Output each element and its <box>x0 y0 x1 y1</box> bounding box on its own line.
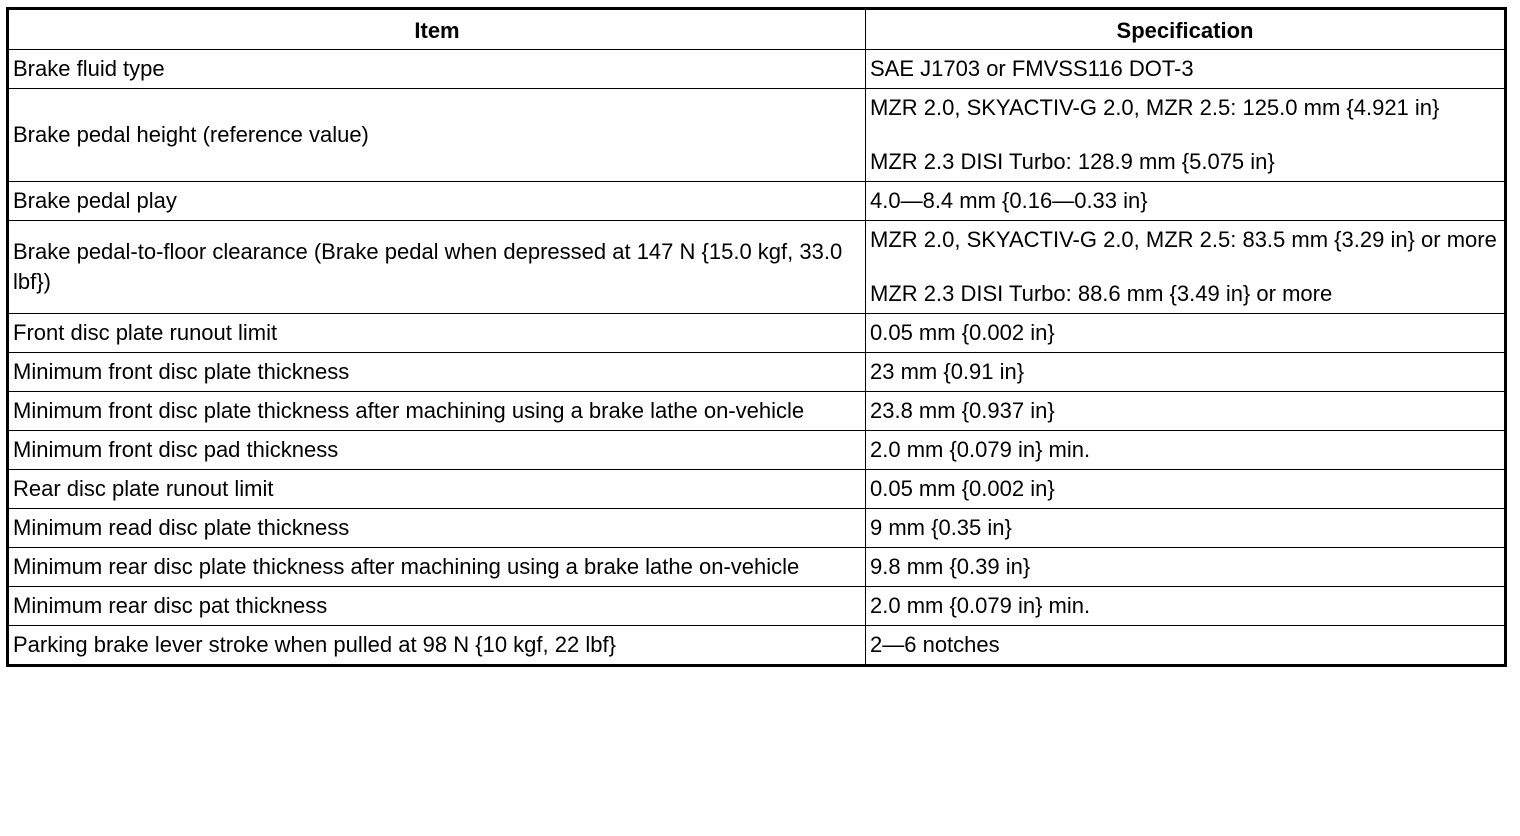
table-row <box>8 182 1506 221</box>
table-row <box>8 470 1506 509</box>
table-header-row <box>8 9 1506 50</box>
item-cell: Minimum front disc plate thickness <box>8 353 866 392</box>
spec-cell <box>866 314 1506 353</box>
spec-text: MZR 2.3 DISI Turbo: 128.9 mm {5.075 in} <box>870 149 1275 174</box>
spec-text: MZR 2.0, SKYACTIV-G 2.0, MZR 2.5: 125.0 mm {4.921 in} <box>870 95 1440 120</box>
column-header-item: Item <box>8 9 866 50</box>
item-cell: Brake pedal height (reference value) <box>8 89 866 182</box>
spec-cell <box>866 470 1506 509</box>
table-row <box>8 50 1506 89</box>
table-row <box>8 509 1506 548</box>
spec-text: 0.05 mm {0.002 in} <box>870 476 1055 501</box>
table-row <box>8 353 1506 392</box>
item-cell: Brake pedal play <box>8 182 866 221</box>
spec-text: 23 mm {0.91 in} <box>870 359 1025 384</box>
spec-cell <box>866 182 1506 221</box>
spec-cell <box>866 392 1506 431</box>
spec-cell <box>866 626 1506 666</box>
spec-cell <box>866 353 1506 392</box>
table-row <box>8 314 1506 353</box>
spec-cell <box>866 89 1506 182</box>
spec-cell <box>866 431 1506 470</box>
table-row <box>8 431 1506 470</box>
spec-text: 9.8 mm {0.39 in} <box>870 554 1031 579</box>
item-cell: Minimum front disc plate thickness after machining using a brake lathe on-vehicle <box>8 392 866 431</box>
spec-text: 23.8 mm {0.937 in} <box>870 398 1055 423</box>
spec-text: 2—6 notches <box>870 632 1000 657</box>
spec-text: MZR 2.3 DISI Turbo: 88.6 mm {3.49 in} or more <box>870 281 1333 306</box>
spec-cell <box>866 509 1506 548</box>
item-cell: Brake pedal-to-floor clearance (Brake pedal when depressed at 147 N {15.0 kgf, 33.0 lbf}) <box>8 221 866 314</box>
table-row <box>8 89 1506 182</box>
item-cell: Brake fluid type <box>8 50 866 89</box>
table-row <box>8 221 1506 314</box>
spec-text: 2.0 mm {0.079 in} min. <box>870 593 1091 618</box>
column-header-specification: Specification <box>866 9 1506 50</box>
item-cell: Rear disc plate runout limit <box>8 470 866 509</box>
item-cell: Minimum read disc plate thickness <box>8 509 866 548</box>
table-row <box>8 548 1506 587</box>
spec-text: 2.0 mm {0.079 in} min. <box>870 437 1091 462</box>
table-row <box>8 626 1506 666</box>
spec-text: MZR 2.0, SKYACTIV-G 2.0, MZR 2.5: 83.5 mm {3.29 in} or more <box>870 227 1497 252</box>
item-cell: Parking brake lever stroke when pulled at 98 N {10 kgf, 22 lbf} <box>8 626 866 666</box>
item-cell: Minimum rear disc plate thickness after machining using a brake lathe on-vehicle <box>8 548 866 587</box>
spec-text: 9 mm {0.35 in} <box>870 515 1012 540</box>
spec-text: 4.0—8.4 mm {0.16—0.33 in} <box>870 188 1148 213</box>
spec-text: 0.05 mm {0.002 in} <box>870 320 1055 345</box>
table-row <box>8 392 1506 431</box>
spec-text: SAE J1703 or FMVSS116 DOT-3 <box>870 56 1194 81</box>
item-cell: Minimum rear disc pat thickness <box>8 587 866 626</box>
spec-cell <box>866 587 1506 626</box>
item-cell: Minimum front disc pad thickness <box>8 431 866 470</box>
spec-cell <box>866 548 1506 587</box>
item-cell: Front disc plate runout limit <box>8 314 866 353</box>
spec-cell <box>866 50 1506 89</box>
spec-cell <box>866 221 1506 314</box>
table-row <box>8 587 1506 626</box>
specification-table <box>6 7 1507 667</box>
